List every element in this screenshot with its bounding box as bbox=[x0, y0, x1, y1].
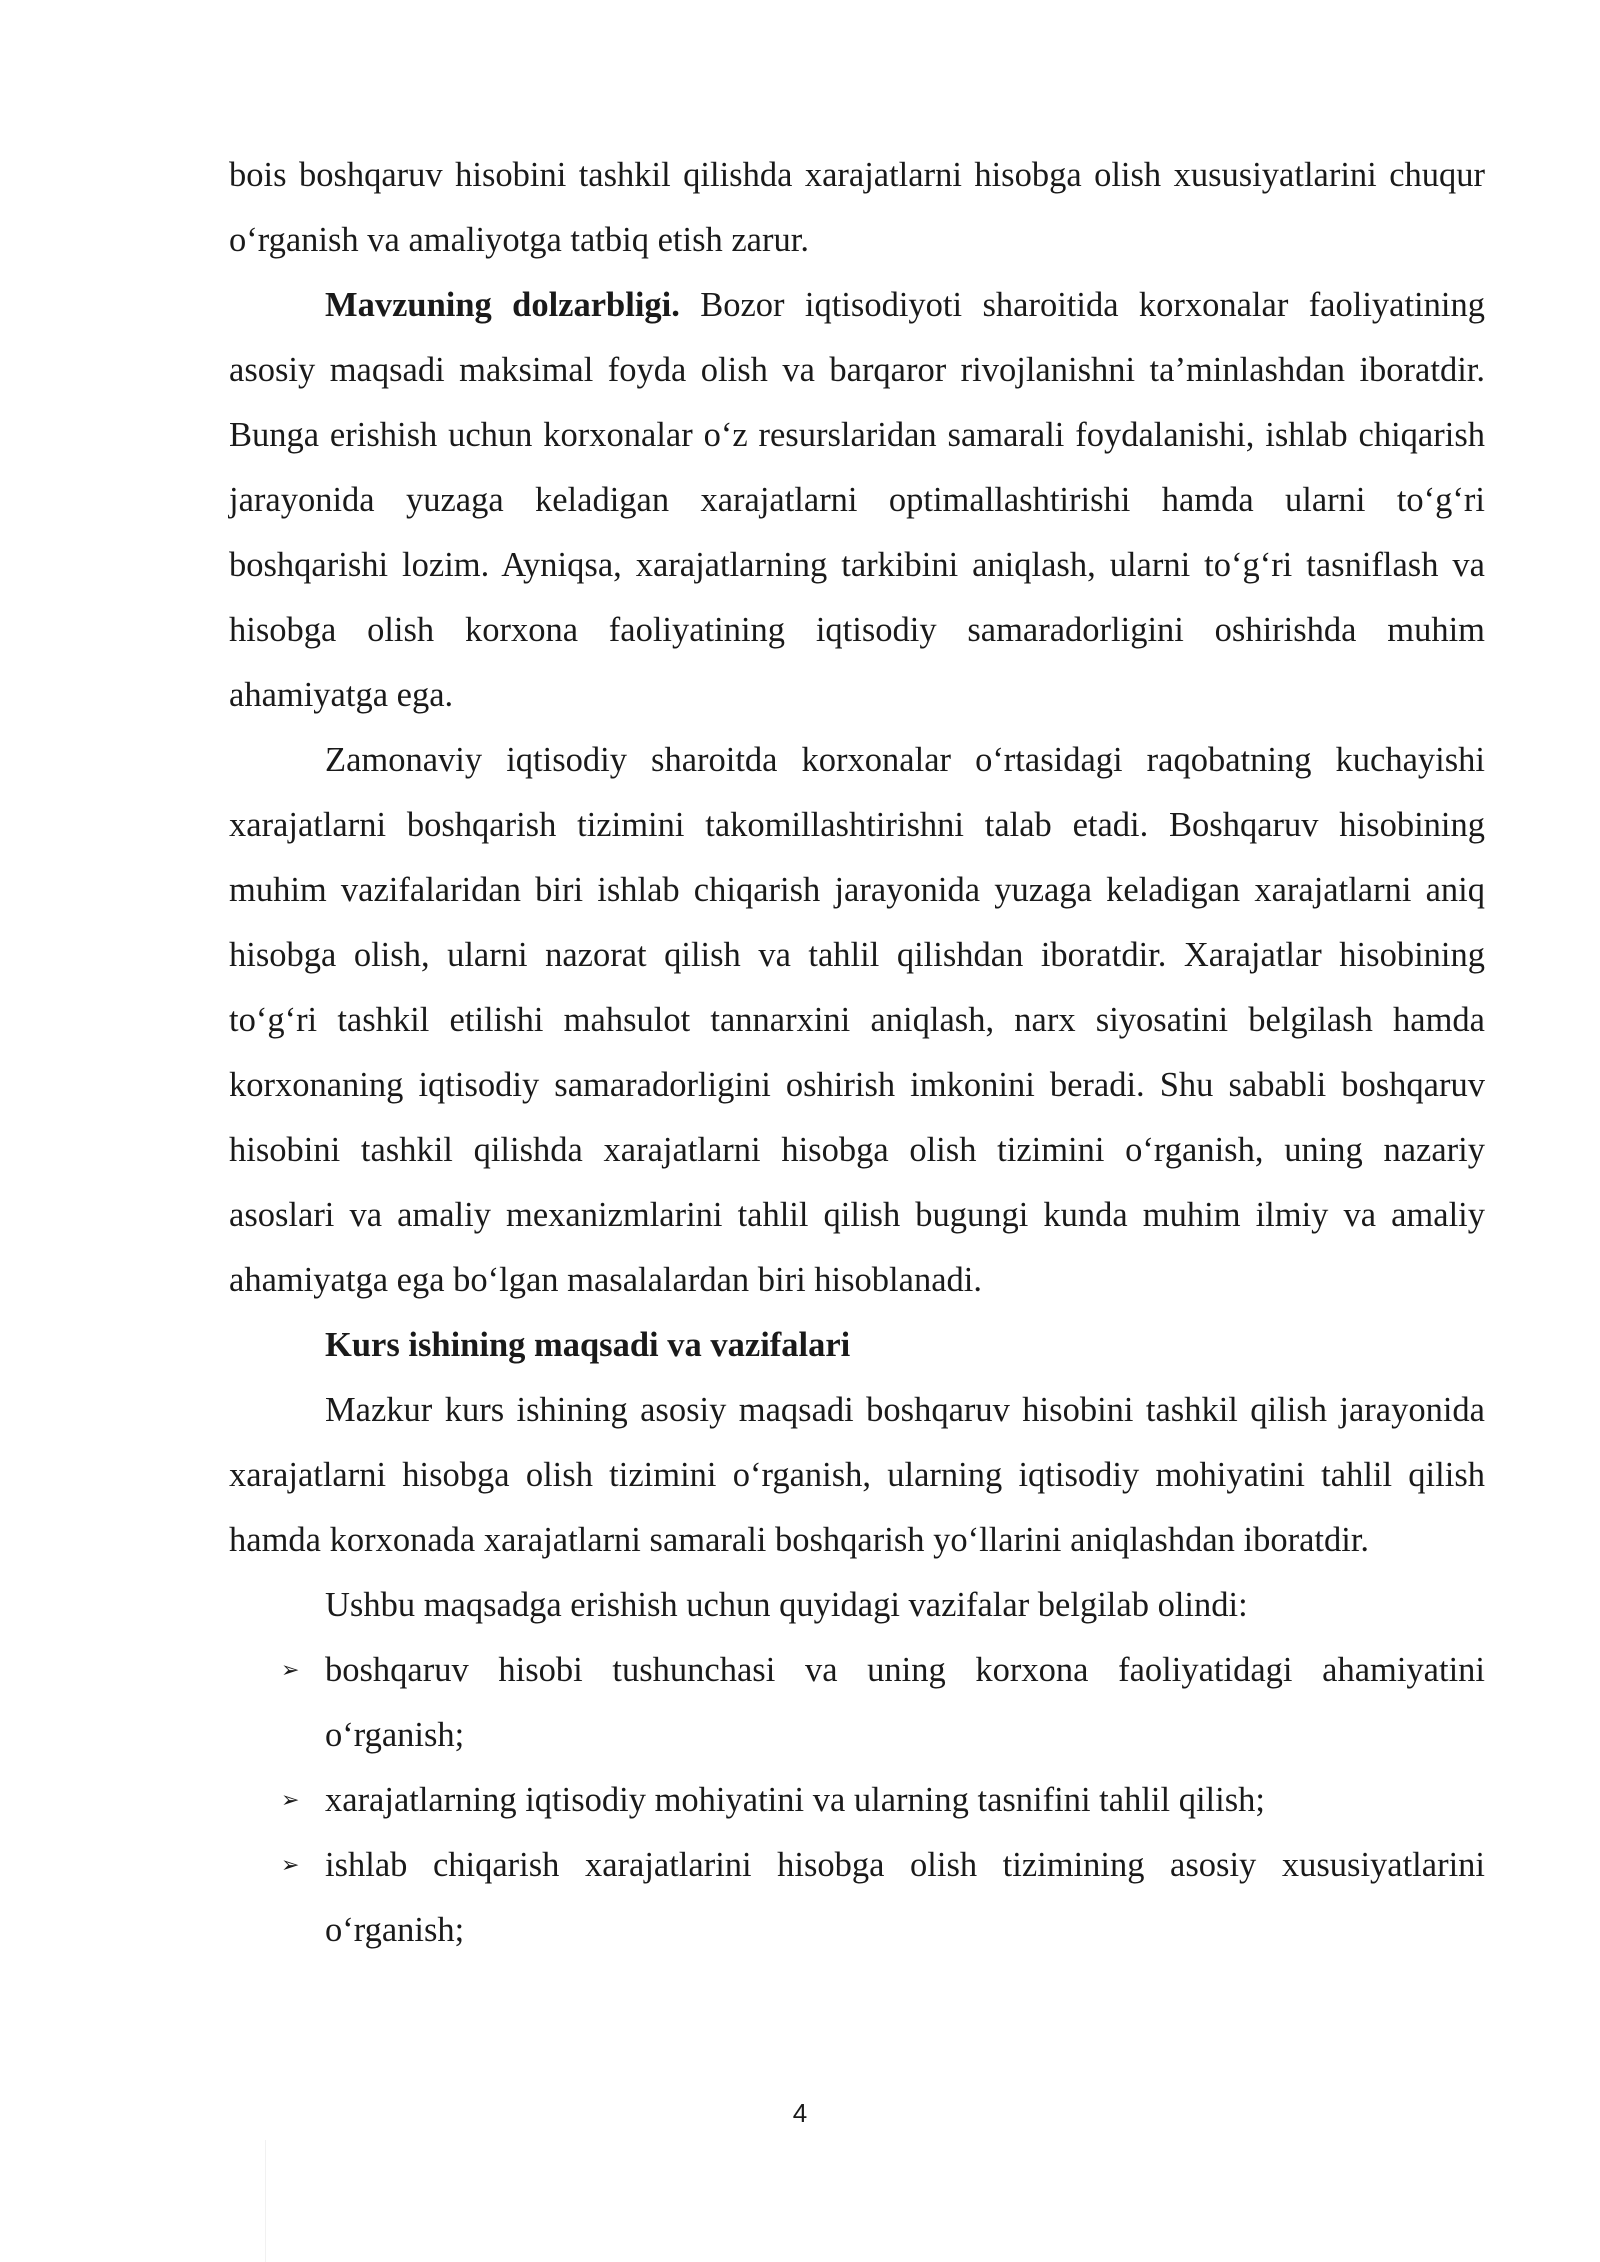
paragraph-tasks-intro: Ushbu maqsadga erishish uchun quyidagi vazifalar belgilab olindi: bbox=[325, 1586, 1248, 1624]
paragraph-main-goal: Mazkur kurs ishining asosiy maqsadi boshqaruv hisobini tashkil qilish jarayonida xarajatlarni hisobga olish tizimini o‘rganish, ularning iqtisodiy mohiyatini tahlil qilish hamda korxonada xarajatlarni samarali boshqarish yo‘llarini aniqlashdan iboratdir. bbox=[229, 1391, 1485, 1559]
page-content bbox=[229, 143, 1485, 1963]
arrowhead-bullet-icon: ➢ bbox=[281, 1788, 300, 1813]
relevance-text: Bozor iqtisodiyoti sharoitida korxonalar faoliyatining asosiy maqsadi maksimal foyda olish va barqaror rivojlanishni ta’minlashdan iboratdir. Bunga erishish uchun korxonalar o‘z resurslaridan samarali foydalanishi, ishlab chiqarish jarayonida yuzaga keladigan xarajatlarni optimallashtirishi hamda ularni to‘g‘ri boshqarishi lozim. Ayniqsa, xarajatlarning tarkibini aniqlash, ularni to‘g‘ri tasniflash va hisobga olish korxona faoliyatining iqtisodiy samaradorligini oshirishda muhim ahamiyatga ega. bbox=[229, 286, 1485, 714]
list-item bbox=[229, 1638, 1485, 1768]
list-item bbox=[229, 1833, 1485, 1963]
relevance-label: Mavzuning dolzarbligi. bbox=[325, 286, 680, 324]
list-item-text: xarajatlarning iqtisodiy mohiyatini va ularning tasnifini tahlil qilish; bbox=[325, 1781, 1265, 1819]
arrowhead-bullet-icon: ➢ bbox=[281, 1853, 300, 1878]
paragraph-modern-conditions: Zamonaviy iqtisodiy sharoitda korxonalar o‘rtasidagi raqobatning kuchayishi xarajatlarni boshqarish tizimini takomillashtirishni talab etadi. Boshqaruv hisobining muhim vazifalaridan biri ishlab chiqarish jarayonida yuzaga keladigan xarajatlarni aniq hisobga olish, ularni nazorat qilish va tahlil qilishdan iboratdir. Xarajatlar hisobining to‘g‘ri tashkil etilishi mahsulot tannarxini aniqlash, narx siyosatini belgilash hamda korxonaning iqtisodiy samaradorligini oshirish imkonini beradi. Shu sababli boshqaruv hisobini tashkil qilishda xarajatlarni hisobga olish tizimini o‘rganish, uning nazariy asoslari va amaliy mexanizmlarini tahlil qilish bugungi kunda muhim ilmiy va amaliy ahamiyatga ega bo‘lgan masalalardan biri hisoblanadi. bbox=[229, 741, 1485, 1299]
list-item bbox=[229, 1768, 1485, 1833]
list-item-text: boshqaruv hisobi tushunchasi va uning korxona faoliyatidagi ahamiyatini o‘rganish; bbox=[325, 1651, 1485, 1754]
list-item-text: ishlab chiqarish xarajatlarini hisobga olish tizimining asosiy xususiyatlarini o‘rganish; bbox=[325, 1846, 1485, 1949]
section-heading-goals: Kurs ishining maqsadi va vazifalari bbox=[325, 1326, 851, 1364]
page-number: 4 bbox=[792, 2098, 808, 2128]
arrowhead-bullet-icon: ➢ bbox=[281, 1658, 300, 1683]
paragraph-relevance bbox=[229, 273, 1485, 728]
tasks-list bbox=[229, 1638, 1485, 1963]
paragraph-intro-continuation: bois boshqaruv hisobini tashkil qilishda xarajatlarni hisobga olish xususiyatlarini chuqur o‘rganish va amaliyotga tatbiq etish zarur. bbox=[229, 156, 1485, 259]
margin-guide-line bbox=[265, 2140, 266, 2262]
